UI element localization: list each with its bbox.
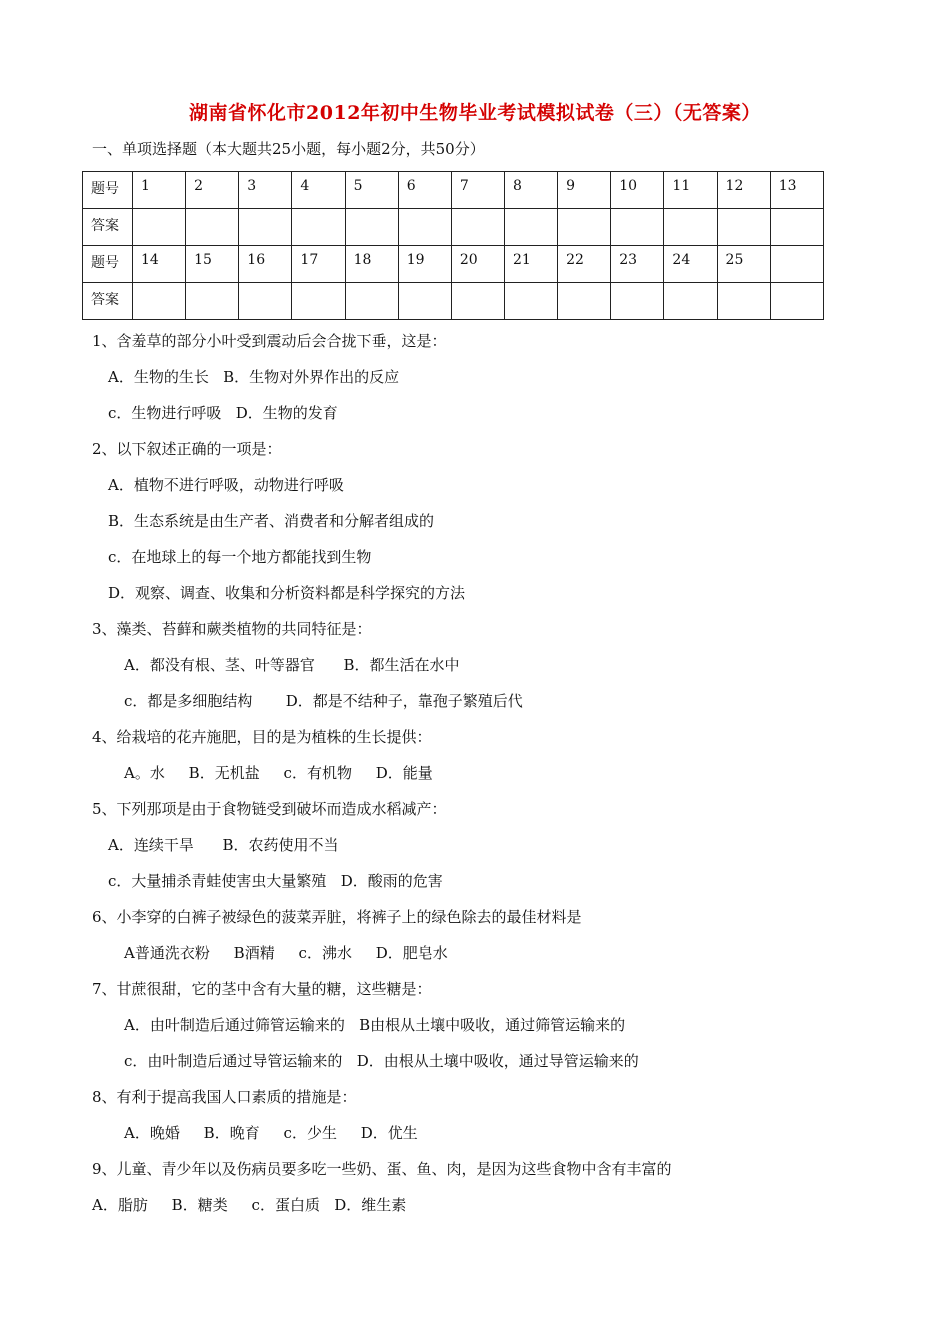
- answer-cell[interactable]: [558, 283, 611, 320]
- question-option: c．都是多细胞结构 D．都是不结种子，靠孢子繁殖后代: [124, 692, 523, 710]
- question-option: A普通洗衣粉 B酒精 c．沸水 D．肥皂水: [124, 944, 448, 962]
- table-row-answers-1: [83, 209, 824, 246]
- table-cell: 22: [558, 246, 611, 283]
- table-cell: 23: [611, 246, 664, 283]
- document-title: 湖南省怀化市2012年初中生物毕业考试模拟试卷（三）（无答案）: [189, 102, 761, 124]
- table-cell: 9: [558, 172, 611, 209]
- table-row-numbers-1: [83, 172, 824, 209]
- question-option: A．生物的生长 B．生物对外界作出的反应: [108, 368, 400, 386]
- answer-cell[interactable]: [504, 209, 557, 246]
- answer-table: [82, 171, 824, 320]
- answer-cell[interactable]: [451, 209, 504, 246]
- answer-cell[interactable]: [186, 209, 239, 246]
- table-cell: 5: [345, 172, 398, 209]
- question-option: c．大量捕杀青蛙使害虫大量繁殖 D．酸雨的危害: [108, 872, 443, 890]
- question-option: A．连续干旱 B．农药使用不当: [108, 836, 339, 854]
- table-cell: 10: [611, 172, 664, 209]
- question-stem: 5、下列那项是由于食物链受到破坏而造成水稻减产：: [92, 800, 447, 818]
- answer-cell[interactable]: [770, 209, 823, 246]
- table-cell: 12: [717, 172, 770, 209]
- table-cell: 13: [770, 172, 823, 209]
- table-cell: 4: [292, 172, 345, 209]
- table-cell: [770, 246, 823, 283]
- row-label-number: 题号: [83, 172, 133, 209]
- question-stem: 8、有利于提高我国人口素质的措施是：: [92, 1088, 357, 1106]
- question-option: B．生态系统是由生产者、消费者和分解者组成的: [108, 512, 435, 530]
- table-cell: 25: [717, 246, 770, 283]
- question-stem: 7、甘蔗很甜，它的茎中含有大量的糖，这些糖是：: [92, 980, 432, 998]
- answer-cell[interactable]: [398, 283, 451, 320]
- answer-cell[interactable]: [664, 209, 717, 246]
- question-option: A．晚婚 B．晚育 c．少生 D．优生: [124, 1124, 418, 1142]
- question-option: c．由叶制造后通过导管运输来的 D．由根从土壤中吸收，通过导管运输来的: [124, 1052, 639, 1070]
- answer-cell[interactable]: [239, 209, 292, 246]
- table-row-answers-2: [83, 283, 824, 320]
- table-cell: 14: [133, 246, 186, 283]
- answer-cell[interactable]: [345, 209, 398, 246]
- answer-cell[interactable]: [345, 283, 398, 320]
- answer-cell[interactable]: [664, 283, 717, 320]
- answer-cell[interactable]: [133, 209, 186, 246]
- question-option: c．在地球上的每一个地方都能找到生物: [108, 548, 372, 566]
- answer-cell[interactable]: [717, 209, 770, 246]
- answer-cell[interactable]: [398, 209, 451, 246]
- question-option: A．都没有根、茎、叶等器官 B．都生活在水中: [124, 656, 460, 674]
- question-option: A．植物不进行呼吸，动物进行呼吸: [108, 476, 344, 494]
- question-stem: 2、以下叙述正确的一项是：: [92, 440, 282, 458]
- question-option: A。水 B．无机盐 c．有机物 D．能量: [124, 764, 433, 782]
- answer-cell[interactable]: [292, 283, 345, 320]
- question-stem: 6、小李穿的白裤子被绿色的菠菜弄脏，将裤子上的绿色除去的最佳材料是: [92, 908, 582, 926]
- table-cell: 24: [664, 246, 717, 283]
- table-cell: 20: [451, 246, 504, 283]
- question-option: D．观察、调查、收集和分析资料都是科学探究的方法: [108, 584, 466, 602]
- table-row-numbers-2: [83, 246, 824, 283]
- answer-cell[interactable]: [611, 283, 664, 320]
- row-label-number: 题号: [83, 246, 133, 283]
- question-stem: 4、给栽培的花卉施肥，目的是为植株的生长提供：: [92, 728, 432, 746]
- row-label-answer: 答案: [83, 283, 133, 320]
- answer-cell[interactable]: [717, 283, 770, 320]
- answer-cell[interactable]: [504, 283, 557, 320]
- table-cell: 17: [292, 246, 345, 283]
- table-cell: 18: [345, 246, 398, 283]
- answer-cell[interactable]: [558, 209, 611, 246]
- answer-cell[interactable]: [770, 283, 823, 320]
- table-cell: 19: [398, 246, 451, 283]
- table-cell: 15: [186, 246, 239, 283]
- table-cell: 21: [504, 246, 557, 283]
- question-stem: 1、含羞草的部分小叶受到震动后会合拢下垂，这是：: [92, 332, 447, 350]
- question-stem: 3、藻类、苔藓和蕨类植物的共同特征是：: [92, 620, 372, 638]
- table-cell: 8: [504, 172, 557, 209]
- answer-cell[interactable]: [133, 283, 186, 320]
- table-cell: 6: [398, 172, 451, 209]
- answer-cell[interactable]: [292, 209, 345, 246]
- question-stem: 9、儿童、青少年以及伤病员要多吃一些奶、蛋、鱼、肉，是因为这些食物中含有丰富的: [92, 1160, 672, 1178]
- question-option: A．脂肪 B．糖类 c．蛋白质 D．维生素: [92, 1196, 407, 1214]
- table-cell: 7: [451, 172, 504, 209]
- table-cell: 16: [239, 246, 292, 283]
- section-heading: 一、单项选择题（本大题共25小题，每小题2分，共50分）: [92, 140, 485, 158]
- question-option: A．由叶制造后通过筛管运输来的 B由根从土壤中吸收，通过筛管运输来的: [124, 1016, 626, 1034]
- table-cell: 2: [186, 172, 239, 209]
- row-label-answer: 答案: [83, 209, 133, 246]
- answer-cell[interactable]: [239, 283, 292, 320]
- answer-cell[interactable]: [451, 283, 504, 320]
- table-cell: 11: [664, 172, 717, 209]
- question-option: c．生物进行呼吸 D．生物的发育: [108, 404, 338, 422]
- table-cell: 1: [133, 172, 186, 209]
- table-cell: 3: [239, 172, 292, 209]
- answer-cell[interactable]: [611, 209, 664, 246]
- answer-cell[interactable]: [186, 283, 239, 320]
